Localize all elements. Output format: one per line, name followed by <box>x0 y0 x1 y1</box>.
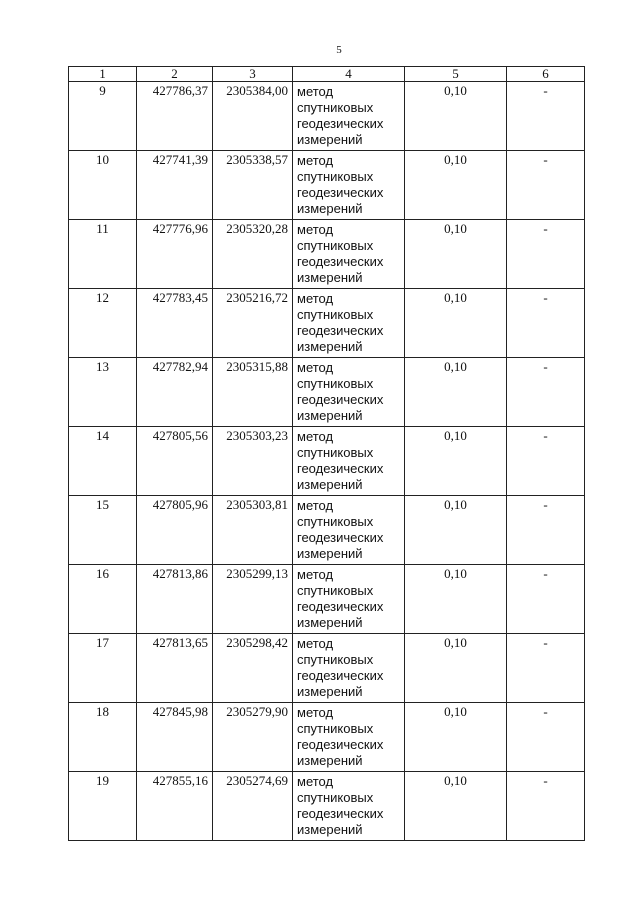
y-coordinate-cell: 2305315,88 <box>213 358 293 427</box>
method-cell <box>293 289 405 358</box>
description-cell: - <box>507 565 585 634</box>
table-row <box>69 82 585 151</box>
method-cell <box>293 220 405 289</box>
method-line: метод <box>297 429 334 444</box>
method-line: спутниковых <box>297 307 374 322</box>
table-row <box>69 427 585 496</box>
accuracy-cell: 0,10 <box>405 220 507 289</box>
description-cell: - <box>507 151 585 220</box>
header-cell: 6 <box>507 67 585 82</box>
page-number: 5 <box>336 44 342 56</box>
method-line: спутниковых <box>297 100 374 115</box>
x-coordinate-cell: 427845,98 <box>137 703 213 772</box>
method-line: спутниковых <box>297 721 374 736</box>
method-cell <box>293 82 405 151</box>
accuracy-cell: 0,10 <box>405 772 507 841</box>
point-number-cell: 11 <box>69 220 137 289</box>
header-cell: 5 <box>405 67 507 82</box>
point-number-cell: 12 <box>69 289 137 358</box>
method-line: метод <box>297 222 334 237</box>
y-coordinate-cell: 2305320,28 <box>213 220 293 289</box>
method-line: измерений <box>297 822 363 837</box>
method-line: измерений <box>297 270 363 285</box>
method-line: геодезических <box>297 323 384 338</box>
method-line: геодезических <box>297 599 384 614</box>
table-body <box>69 67 585 841</box>
x-coordinate-cell: 427805,96 <box>137 496 213 565</box>
header-cell: 4 <box>293 67 405 82</box>
method-cell <box>293 772 405 841</box>
accuracy-cell: 0,10 <box>405 565 507 634</box>
method-line: метод <box>297 774 334 789</box>
table-row <box>69 289 585 358</box>
point-number-cell: 14 <box>69 427 137 496</box>
description-cell: - <box>507 220 585 289</box>
accuracy-cell: 0,10 <box>405 703 507 772</box>
method-cell <box>293 565 405 634</box>
accuracy-cell: 0,10 <box>405 427 507 496</box>
table-row <box>69 358 585 427</box>
table-row <box>69 496 585 565</box>
method-line: спутниковых <box>297 169 374 184</box>
point-number-cell: 18 <box>69 703 137 772</box>
accuracy-cell: 0,10 <box>405 634 507 703</box>
y-coordinate-cell: 2305216,72 <box>213 289 293 358</box>
x-coordinate-cell: 427855,16 <box>137 772 213 841</box>
y-coordinate-cell: 2305303,23 <box>213 427 293 496</box>
method-line: спутниковых <box>297 790 374 805</box>
x-coordinate-cell: 427741,39 <box>137 151 213 220</box>
table-row <box>69 703 585 772</box>
method-line: измерений <box>297 477 363 492</box>
method-line: спутниковых <box>297 583 374 598</box>
method-line: геодезических <box>297 116 384 131</box>
header-cell: 3 <box>213 67 293 82</box>
y-coordinate-cell: 2305298,42 <box>213 634 293 703</box>
method-line: геодезических <box>297 185 384 200</box>
y-coordinate-cell: 2305299,13 <box>213 565 293 634</box>
method-cell <box>293 703 405 772</box>
x-coordinate-cell: 427776,96 <box>137 220 213 289</box>
method-line: геодезических <box>297 668 384 683</box>
header-cell: 2 <box>137 67 213 82</box>
method-cell <box>293 358 405 427</box>
method-line: метод <box>297 291 334 306</box>
header-cell: 1 <box>69 67 137 82</box>
method-line: измерений <box>297 615 363 630</box>
method-line: измерений <box>297 339 363 354</box>
method-line: метод <box>297 498 334 513</box>
method-line: измерений <box>297 684 363 699</box>
description-cell: - <box>507 427 585 496</box>
method-line: измерений <box>297 753 363 768</box>
method-line: измерений <box>297 408 363 423</box>
x-coordinate-cell: 427805,56 <box>137 427 213 496</box>
table-row <box>69 565 585 634</box>
description-cell: - <box>507 289 585 358</box>
x-coordinate-cell: 427786,37 <box>137 82 213 151</box>
description-cell: - <box>507 703 585 772</box>
method-cell <box>293 427 405 496</box>
point-number-cell: 9 <box>69 82 137 151</box>
y-coordinate-cell: 2305274,69 <box>213 772 293 841</box>
table-row <box>69 151 585 220</box>
point-number-cell: 10 <box>69 151 137 220</box>
description-cell: - <box>507 772 585 841</box>
method-line: спутниковых <box>297 652 374 667</box>
accuracy-cell: 0,10 <box>405 496 507 565</box>
method-line: метод <box>297 360 334 375</box>
method-cell <box>293 151 405 220</box>
point-number-cell: 15 <box>69 496 137 565</box>
y-coordinate-cell: 2305338,57 <box>213 151 293 220</box>
method-line: геодезических <box>297 392 384 407</box>
method-line: метод <box>297 705 334 720</box>
method-line: измерений <box>297 132 363 147</box>
point-number-cell: 13 <box>69 358 137 427</box>
accuracy-cell: 0,10 <box>405 289 507 358</box>
accuracy-cell: 0,10 <box>405 358 507 427</box>
x-coordinate-cell: 427783,45 <box>137 289 213 358</box>
method-line: геодезических <box>297 530 384 545</box>
y-coordinate-cell: 2305384,00 <box>213 82 293 151</box>
header-row <box>69 67 585 82</box>
method-line: спутниковых <box>297 238 374 253</box>
method-line: измерений <box>297 546 363 561</box>
point-number-cell: 16 <box>69 565 137 634</box>
coordinates-table <box>68 66 585 841</box>
y-coordinate-cell: 2305279,90 <box>213 703 293 772</box>
method-line: геодезических <box>297 806 384 821</box>
method-line: метод <box>297 567 334 582</box>
method-line: метод <box>297 84 334 99</box>
point-number-cell: 19 <box>69 772 137 841</box>
x-coordinate-cell: 427813,65 <box>137 634 213 703</box>
method-line: измерений <box>297 201 363 216</box>
description-cell: - <box>507 82 585 151</box>
accuracy-cell: 0,10 <box>405 151 507 220</box>
method-line: спутниковых <box>297 376 374 391</box>
x-coordinate-cell: 427813,86 <box>137 565 213 634</box>
method-cell <box>293 634 405 703</box>
description-cell: - <box>507 496 585 565</box>
method-cell <box>293 496 405 565</box>
description-cell: - <box>507 358 585 427</box>
method-line: метод <box>297 153 334 168</box>
point-number-cell: 17 <box>69 634 137 703</box>
table-row <box>69 634 585 703</box>
method-line: метод <box>297 636 334 651</box>
y-coordinate-cell: 2305303,81 <box>213 496 293 565</box>
method-line: геодезических <box>297 461 384 476</box>
method-line: геодезических <box>297 737 384 752</box>
x-coordinate-cell: 427782,94 <box>137 358 213 427</box>
method-line: геодезических <box>297 254 384 269</box>
method-line: спутниковых <box>297 514 374 529</box>
method-line: спутниковых <box>297 445 374 460</box>
accuracy-cell: 0,10 <box>405 82 507 151</box>
table-row <box>69 772 585 841</box>
description-cell: - <box>507 634 585 703</box>
table-row <box>69 220 585 289</box>
